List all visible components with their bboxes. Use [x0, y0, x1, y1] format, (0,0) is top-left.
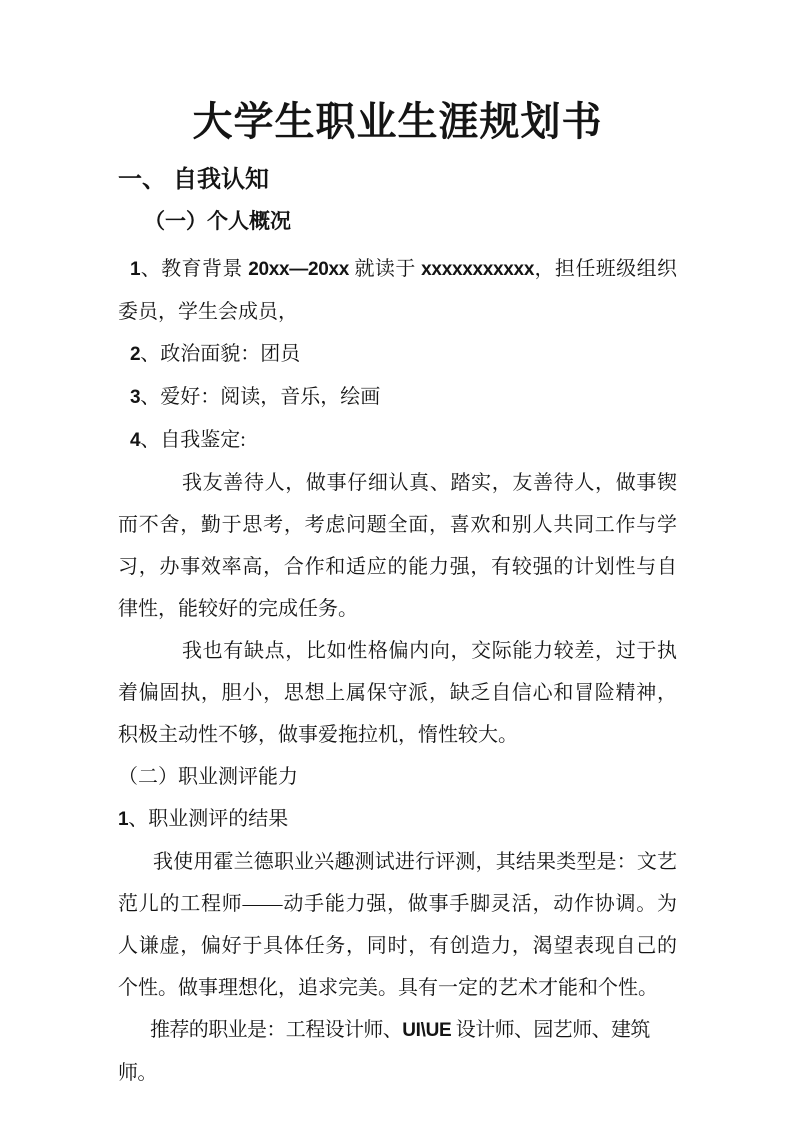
item-number: 1: [118, 809, 129, 830]
year-range: 20xx—20xx: [248, 259, 350, 280]
careers-text: 设计师、园艺师、建筑师。: [118, 1019, 650, 1084]
list-item-education: [118, 248, 677, 333]
item-text: 、政治面貌：团员: [140, 343, 301, 365]
paragraph-strengths: 我友善待人，做事仔细认真、踏实，友善待人，做事锲而不舍，勤于思考，考虑问题全面，喜欢和别人共同工作与学习，办事效率高，合作和适应的能力强，有较强的计划性与自律性，能较好的完成任务。: [118, 472, 677, 620]
list-item-hobbies: [118, 376, 677, 419]
item-text: ，担任班级组织委员，学生会成员，: [118, 258, 678, 323]
item-number: 3: [130, 387, 141, 408]
item-text: 、教育背景: [140, 258, 249, 280]
item-text: 就读于: [349, 258, 422, 280]
paragraph-test-result: 我使用霍兰德职业兴趣测试进行评测，其结果类型是：文艺范儿的工程师——动手能力强，做事手脚灵活，动作协调。为人谦虚，偏好于具体任务，同时，有创造力，渴望表现自己的个性。做事理想化，追求完美。具有一定的艺术才能和个性。: [118, 851, 677, 999]
item-number: 2: [130, 344, 141, 365]
ui-ue-label: UI\UE: [402, 1020, 452, 1041]
list-item-test-result-heading: [118, 798, 677, 841]
section-label: 自我认知: [173, 167, 269, 193]
section-heading-self-awareness: [118, 164, 677, 196]
subsection-heading-career-assessment: （二）职业测评能力: [118, 766, 298, 788]
item-number: 1: [130, 259, 141, 280]
section-number: 一、: [118, 167, 166, 193]
school-placeholder: xxxxxxxxxxx: [421, 259, 535, 280]
item-text: 、爱好：阅读，音乐，绘画: [140, 386, 381, 408]
list-item-self-assessment: [118, 419, 677, 462]
list-item-political-status: [118, 333, 677, 376]
item-number: 4: [130, 430, 141, 451]
paragraph-weaknesses: 我也有缺点，比如性格偏内向，交际能力较差，过于执着偏固执，胆小，思想上属保守派，缺乏自信心和冒险精神，积极主动性不够，做事爱拖拉机，惰性较大。: [118, 640, 677, 746]
careers-text: 推荐的职业是：工程设计师、: [150, 1019, 403, 1041]
subsection-heading-personal-profile: （一）个人概况: [144, 209, 291, 233]
item-text: 、职业测评的结果: [128, 808, 289, 830]
item-text: 、自我鉴定:: [140, 429, 246, 451]
paragraph-recommended-careers: [118, 1009, 677, 1094]
document-title: 大学生职业生涯规划书: [192, 99, 603, 144]
